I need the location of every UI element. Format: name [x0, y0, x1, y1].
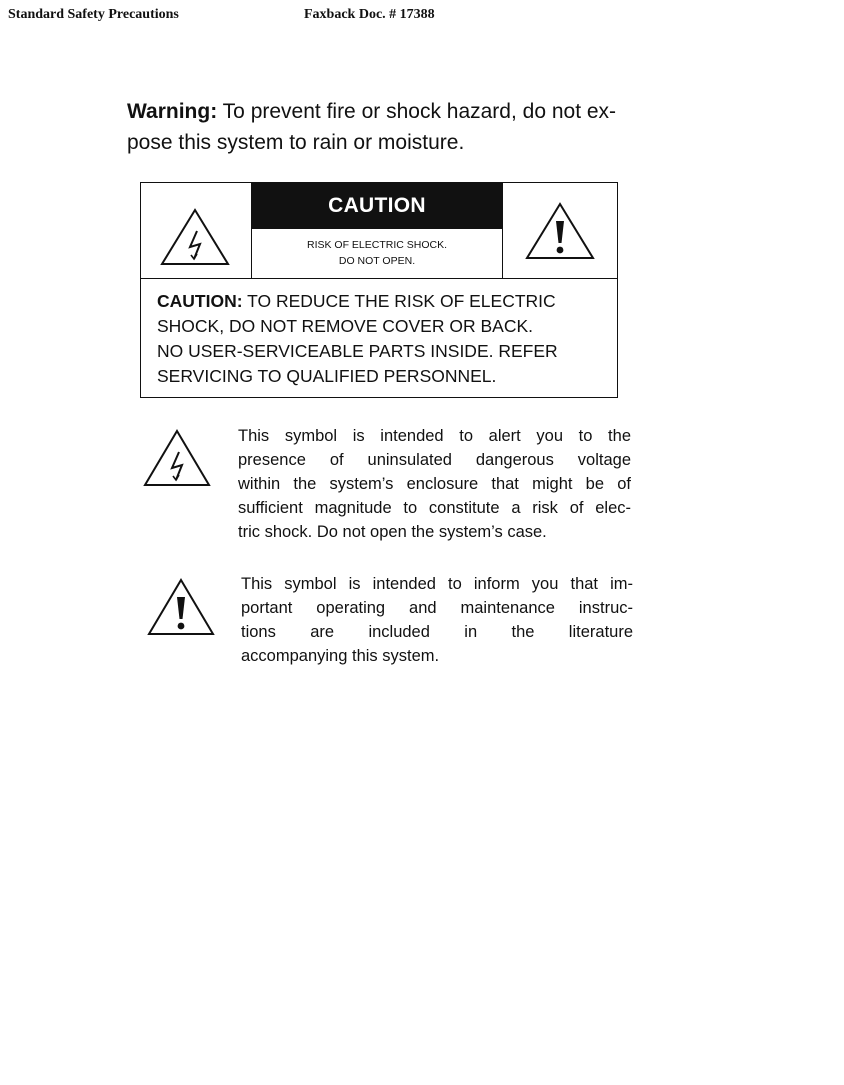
- warning-line-2: pose this system to rain or moisture.: [127, 131, 465, 154]
- caution-body-text: [157, 289, 607, 389]
- lightning-desc-line-5: tric shock. Do not open the system’s case.: [238, 523, 547, 541]
- caution-subtitle-line-2: DO NOT OPEN.: [338, 255, 416, 267]
- exclamation-triangle-icon: [524, 201, 596, 261]
- caution-center-cell: [252, 183, 502, 278]
- caution-title: CAUTION: [252, 183, 502, 229]
- document-title: Standard Safety Precautions: [8, 7, 179, 22]
- caution-left-cell: [141, 183, 252, 278]
- warning-line-1: [127, 96, 632, 127]
- caution-body-line-3: NO USER-SERVICEABLE PARTS INSIDE. REFER: [157, 341, 558, 361]
- caution-right-cell: [502, 183, 617, 278]
- exclamation-symbol-description: [241, 572, 633, 668]
- lightning-desc-line-4: sufficient magnitude to constitute a risk of elec-: [238, 499, 631, 517]
- caution-subtitle: [252, 237, 502, 269]
- caution-subtitle-line-1: RISK OF ELECTRIC SHOCK.: [306, 239, 448, 251]
- warning-text-1: To prevent fire or shock hazard, do not ex-: [217, 100, 617, 123]
- caution-body-line-4: SERVICING TO QUALIFIED PERSONNEL.: [157, 366, 497, 386]
- exclamation-triangle-icon: [146, 577, 216, 637]
- warning-paragraph: [127, 96, 632, 158]
- exclamation-desc-line-2: portant operating and maintenance instruc-: [241, 599, 633, 617]
- lightning-triangle-icon: [159, 207, 231, 267]
- lightning-desc-line-3: within the system’s enclosure that might be of: [238, 475, 631, 493]
- exclamation-desc-line-1: This symbol is intended to inform you that im-: [241, 575, 633, 593]
- warning-label: Warning:: [127, 100, 218, 123]
- lightning-triangle-icon: [142, 428, 212, 488]
- caution-label-box: [140, 182, 618, 398]
- caution-body-line-1: [157, 289, 607, 314]
- caution-body-line-2: SHOCK, DO NOT REMOVE COVER OR BACK.: [157, 316, 533, 336]
- exclamation-desc-line-4: accompanying this system.: [241, 647, 440, 665]
- lightning-symbol-description: [238, 424, 631, 544]
- exclamation-desc-line-3: tions are included in the literature: [241, 623, 633, 641]
- caution-body-label: CAUTION:: [157, 291, 243, 311]
- lightning-desc-line-1: This symbol is intended to alert you to the: [238, 427, 631, 445]
- lightning-desc-line-2: presence of uninsulated dangerous voltage: [238, 451, 631, 469]
- caution-label-header: [141, 183, 617, 279]
- faxback-doc-number: Faxback Doc. # 17388: [304, 7, 435, 22]
- caution-body-text-1: TO REDUCE THE RISK OF ELECTRIC: [242, 291, 556, 311]
